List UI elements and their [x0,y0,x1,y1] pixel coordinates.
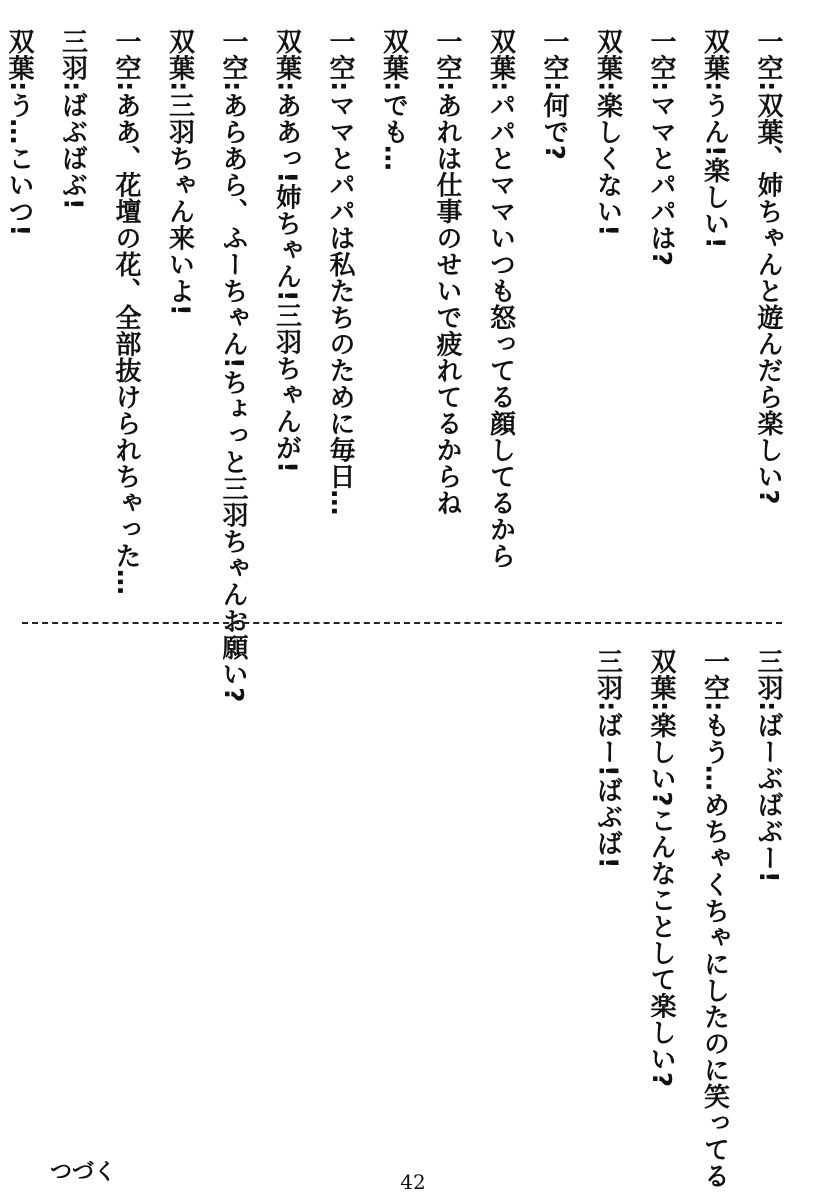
dialogue-line [750,648,786,1118]
separator: : [111,81,141,92]
speaker: 双葉 [592,28,623,81]
line-text: 楽しい?こんなことして楽しい? [646,711,676,1088]
speaker: 双葉 [164,28,195,81]
speaker: 一空 [753,28,783,81]
speaker: 双葉 [4,28,34,81]
speaker: 双葉 [271,28,302,81]
separator: : [57,81,88,92]
separator: : [432,81,462,92]
speaker: 双葉 [485,28,516,81]
bottom-dialogue-block [590,648,787,1189]
top-dialogue-block [1,28,786,703]
dialogue-line [108,28,144,618]
line-text: 三羽ちゃん来いよ! [164,91,195,317]
speaker: 一空 [325,28,355,81]
separator: : [592,81,623,92]
dialogue-line [55,28,91,618]
speaker: 双葉 [646,648,676,701]
speaker: 双葉 [378,28,409,81]
dialogue-line [269,28,305,618]
separator: : [4,81,34,92]
separator: : [218,81,248,92]
separator: : [646,81,676,92]
line-text: ばぶばぶ! [57,91,88,211]
separator: : [646,701,676,712]
dialogue-line [322,28,358,618]
separator: : [485,81,516,92]
speaker: 一空 [218,28,248,81]
separator: : [325,81,355,92]
speaker: 双葉 [699,28,730,81]
speaker: 一空 [646,28,676,81]
dialogue-line [429,28,465,618]
line-text: ああっ!姉ちゃん!三羽ちゃんが! [271,91,302,474]
speaker: 一空 [539,28,569,81]
dialogue-line [483,28,519,618]
dialogue-line [162,28,198,618]
line-text: うん!楽しい! [699,91,730,250]
speaker: 三羽 [753,648,783,701]
line-text: 何で? [539,91,569,161]
speaker: 三羽 [57,28,88,81]
dialogue-line [643,28,679,618]
speaker: 一空 [699,648,730,701]
line-text: もう…めちゃくちゃにしたのに笑ってる [699,711,730,1189]
line-text: あらあら、ふーちゃん!ちょっと三羽ちゃんお願い? [218,91,248,703]
separator: : [539,81,569,92]
separator: : [378,81,409,92]
dialogue-line [697,648,733,1189]
speaker: 一空 [111,28,141,81]
line-text: パパとママいつも怒ってる顔してるから [485,91,516,569]
line-text: でも… [378,91,409,172]
dialogue-line [643,648,679,1118]
separator: : [753,81,783,92]
separator: : [592,701,623,712]
separator: : [271,81,302,92]
dialogue-line [590,28,626,618]
section-divider [22,622,782,624]
dialogue-line [590,648,626,1118]
separator: : [699,81,730,92]
line-text: ママとパパは? [646,91,676,267]
speaker: 三羽 [592,648,623,701]
line-text: ああ、花壇の花、全部抜けられちゃった… [111,91,141,596]
separator: : [699,701,730,712]
dialogue-line [750,28,786,618]
separator: : [753,701,783,712]
line-text: 双葉、姉ちゃんと遊んだら楽しい? [753,91,783,505]
speaker: 一空 [432,28,462,81]
line-text: あれは仕事のせいで疲れてるからね [432,91,462,516]
page-number: 42 [400,1170,426,1194]
dialogue-line [536,28,572,618]
dialogue-line [697,28,733,618]
line-text: ママとパパは私たちのために毎日… [325,91,355,516]
line-text: ばー!ばぶば! [592,711,623,870]
dialogue-line [215,28,251,703]
to-be-continued-label: つづく [50,1160,117,1185]
line-text: 楽しくない! [592,91,623,237]
dialogue-line [376,28,412,618]
line-text: ばーぶばぶー! [753,711,783,884]
dialogue-line [1,28,37,618]
line-text: う…こいつ! [4,91,34,237]
separator: : [164,81,195,92]
